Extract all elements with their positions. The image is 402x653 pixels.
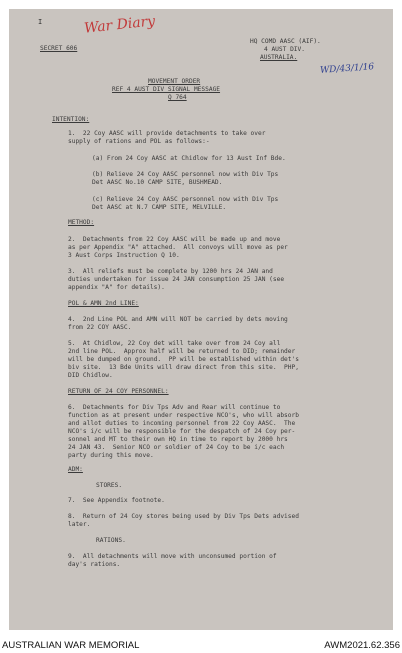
secret-number: SECRET 606 [40, 45, 78, 52]
para-5-line-1: 5. At Chidlow, 22 Coy det will take over from 24 Coy all [68, 340, 281, 347]
para-9-line-1: 9. All detachments will move with unconsumed portion of [68, 553, 277, 560]
heading-method: METHOD: [68, 219, 95, 226]
para-1-line-1: 1. 22 Coy AASC will provide detachments to take over [68, 130, 266, 137]
heading-adm: ADM: [68, 466, 83, 473]
para-8-line-1: 8. Return of 24 Coy stores being used by Div Tps Dets advised [68, 513, 299, 520]
para-5-line-5: DID Chidlow. [68, 372, 113, 379]
handwritten-war-diary: War Diary [83, 13, 156, 37]
title-line-1: MOVEMENT ORDER [148, 78, 201, 85]
para-4-line-2: from 22 COY AASC. [68, 324, 132, 331]
para-3-line-2: duties undertaken for issue 24 JAN consumption 25 JAN (see [68, 276, 285, 283]
para-5-line-3: will be dumped on ground. PP will be established within det's [68, 356, 299, 363]
para-6-line-5: sonnel and MT to their own HQ in time to report by 2000 hrs [68, 436, 288, 443]
subheading-stores: STORES. [96, 482, 123, 489]
title-line-2: REF 4 AUST DIV SIGNAL MESSAGE [112, 86, 221, 93]
para-2-line-1: 2. Detachments from 22 Coy AASC will be made up and move [68, 236, 281, 243]
para-6-line-3: and allot duties to incoming personnel from 22 Coy AASC. The [68, 420, 296, 427]
para-5-line-2: 2nd line POL. Approx half will be returned to DID; remainder [68, 348, 296, 355]
para-6-line-7: party during this move. [68, 452, 154, 459]
footer-institution: AUSTRALIAN WAR MEMORIAL [2, 640, 140, 651]
para-7: 7. See Appendix footnote. [68, 497, 165, 504]
unit-line-1: HQ COMD AASC (AIF). [250, 38, 321, 45]
para-6-line-6: 24 JAN 43. Senior NCO or soldier of 24 Coy to be i/c each [68, 444, 285, 451]
para-3-line-1: 3. All reliefs must be complete by 1200 hrs 24 JAN and [68, 268, 273, 275]
para-1b-line-1: (b) Relieve 24 Coy AASC personnel now with Div Tps [92, 171, 279, 178]
para-3-line-3: appendix "A" for details). [68, 284, 165, 291]
para-5-line-4: biv site. 13 Bde Units will draw direct from this site. PHP, [68, 364, 299, 371]
para-9-line-2: day's rations. [68, 561, 121, 568]
para-6-line-4: NCO's i/c will be responsible for the despatch of 24 Coy per- [68, 428, 296, 435]
unit-line-2: 4 AUST DIV. [264, 46, 305, 53]
heading-intention: INTENTION: [52, 116, 90, 123]
footer-accession: AWM2021.62.356 [324, 640, 400, 651]
title-line-3: Q 764 [168, 94, 187, 101]
unit-line-3: AUSTRALIA. [260, 54, 298, 61]
handwritten-reference: WD/43/1/16 [319, 62, 375, 76]
hole-punch-mark: I [38, 18, 43, 26]
para-1-line-2: supply of rations and POL as follows:- [68, 138, 210, 145]
subheading-rations: RATIONS. [96, 537, 126, 544]
para-1a: (a) From 24 Coy AASC at Chidlow for 13 Aust Inf Bde. [92, 155, 286, 162]
heading-return: RETURN OF 24 COY PERSONNEL: [68, 388, 169, 395]
para-2-line-3: 3 Aust Corps Instruction Q 10. [68, 252, 180, 259]
para-6-line-1: 6. Detachments for Div Tps Adv and Rear will continue to [68, 404, 281, 411]
para-6-line-2: function as at present under respective NCO's, who will absorb [68, 412, 299, 419]
para-1b-line-2: Det AASC No.10 CAMP SITE, BUSHMEAD. [92, 179, 223, 186]
para-8-line-2: later. [68, 521, 91, 528]
para-1c-line-2: Det AASC at N.7 CAMP SITE, MELVILLE. [92, 204, 227, 211]
para-1c-line-1: (c) Relieve 24 Coy AASC personnel now with Div Tps [92, 196, 279, 203]
para-2-line-2: as per Appendix "A" attached. All convoys will move as per [68, 244, 288, 251]
para-4-line-1: 4. 2nd Line POL and AMN will NOT be carried by dets moving [68, 316, 288, 323]
heading-pol-amn: POL & AMN 2nd LINE: [68, 300, 139, 307]
